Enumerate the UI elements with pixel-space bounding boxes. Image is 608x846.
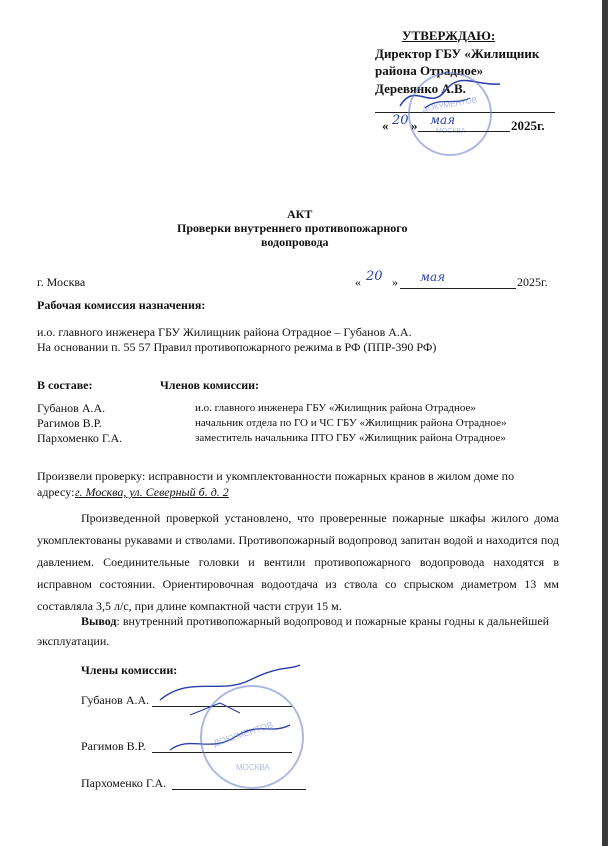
signature-name: Пархоменко Г.А. — [81, 776, 167, 790]
act-date-close: » — [392, 275, 398, 289]
conclusion-paragraph — [37, 611, 559, 651]
approval-date-close: » — [411, 118, 418, 133]
approval-line1: Директор ГБУ «Жилищник — [375, 46, 540, 61]
approval-signer: Деревянко А.В. — [375, 81, 466, 96]
member-position: заместитель начальника ПТО ГБУ «Жилищник района Отрадное» — [195, 432, 506, 444]
document-title: АКТ — [287, 207, 313, 221]
member-position: и.о. главного инженера ГБУ «Жилищник района Отрадное» — [195, 402, 476, 414]
city: г. Москва — [37, 275, 86, 289]
member-name: Пархоменко Г.А. — [37, 431, 123, 445]
signature-line — [172, 789, 306, 790]
composition-label: В составе: — [37, 378, 93, 392]
member-name: Губанов А.А. — [37, 401, 106, 415]
page-edge — [602, 0, 608, 846]
act-date-day: 20 — [366, 269, 383, 284]
act-date-year: 2025г. — [517, 275, 548, 289]
conclusion-label: Вывод — [81, 614, 117, 628]
stamp-top: ДОКУМЕНТОВ МОСКВА — [408, 72, 492, 156]
approval-date-open: « — [382, 118, 389, 133]
approval-title: УТВЕРЖДАЮ: — [402, 28, 496, 43]
approval-date-month: мая — [430, 113, 456, 127]
signature-name: Рагимов В.Р. — [81, 739, 146, 753]
signatures-label: Члены комиссии: — [81, 663, 178, 677]
commission-basis: На основании п. 55 57 Правил противопожарного режима в РФ (ППР-390 РФ) — [37, 340, 437, 354]
stamp-bottom: ДОКУМЕНТОВ МОСКВА — [200, 685, 304, 789]
member-name: Рагимов В.Р. — [37, 416, 102, 430]
members-label: Членов комиссии: — [160, 378, 260, 392]
document-subtitle-1: Проверки внутреннего противопожарного — [177, 221, 408, 235]
commission-chair: и.о. главного инженера ГБУ Жилищник района Отрадное – Губанов А.А. — [37, 325, 412, 339]
address-value: г. Москва, ул. Северный б. д. 2 — [75, 485, 229, 499]
approval-date-year: 2025г. — [511, 118, 545, 133]
commission-label: Рабочая комиссия назначения: — [37, 298, 206, 312]
act-date-month: мая — [420, 270, 446, 284]
approval-line2: района Отрадное» — [375, 63, 484, 78]
approval-date-day: 20 — [392, 113, 409, 128]
inspection-text: Произвели проверку: исправности и укомплектованности пожарных кранов в жилом доме по — [37, 469, 515, 483]
act-date-open: « — [355, 275, 361, 289]
conclusion-text: : внутренний противопожарный водопровод и пожарные краны годны к дальнейшей эксплуатации. — [37, 614, 550, 648]
member-position: начальник отдела по ГО и ЧС ГБУ «Жилищник района Отрадное» — [195, 417, 507, 429]
findings-paragraph: Произведенной проверкой установлено, что проверенные пожарные шкафы жилого дома укомплектованы рукавами и стволами. Противопожарный водопровод запитан водой и находится под давлением. Соединительные головки и вентили противопожарного водопровода находятся в исправном состоянии. Ориентировочная водоотдача из ствола со спрыском диаметром 13 мм составляла 3,5 л/с, при длине компактной части струи 15 м. — [37, 511, 559, 613]
signature-name: Губанов А.А. — [81, 693, 150, 707]
document-subtitle-2: водопровода — [261, 235, 329, 249]
address-label: адресу: — [37, 485, 75, 499]
